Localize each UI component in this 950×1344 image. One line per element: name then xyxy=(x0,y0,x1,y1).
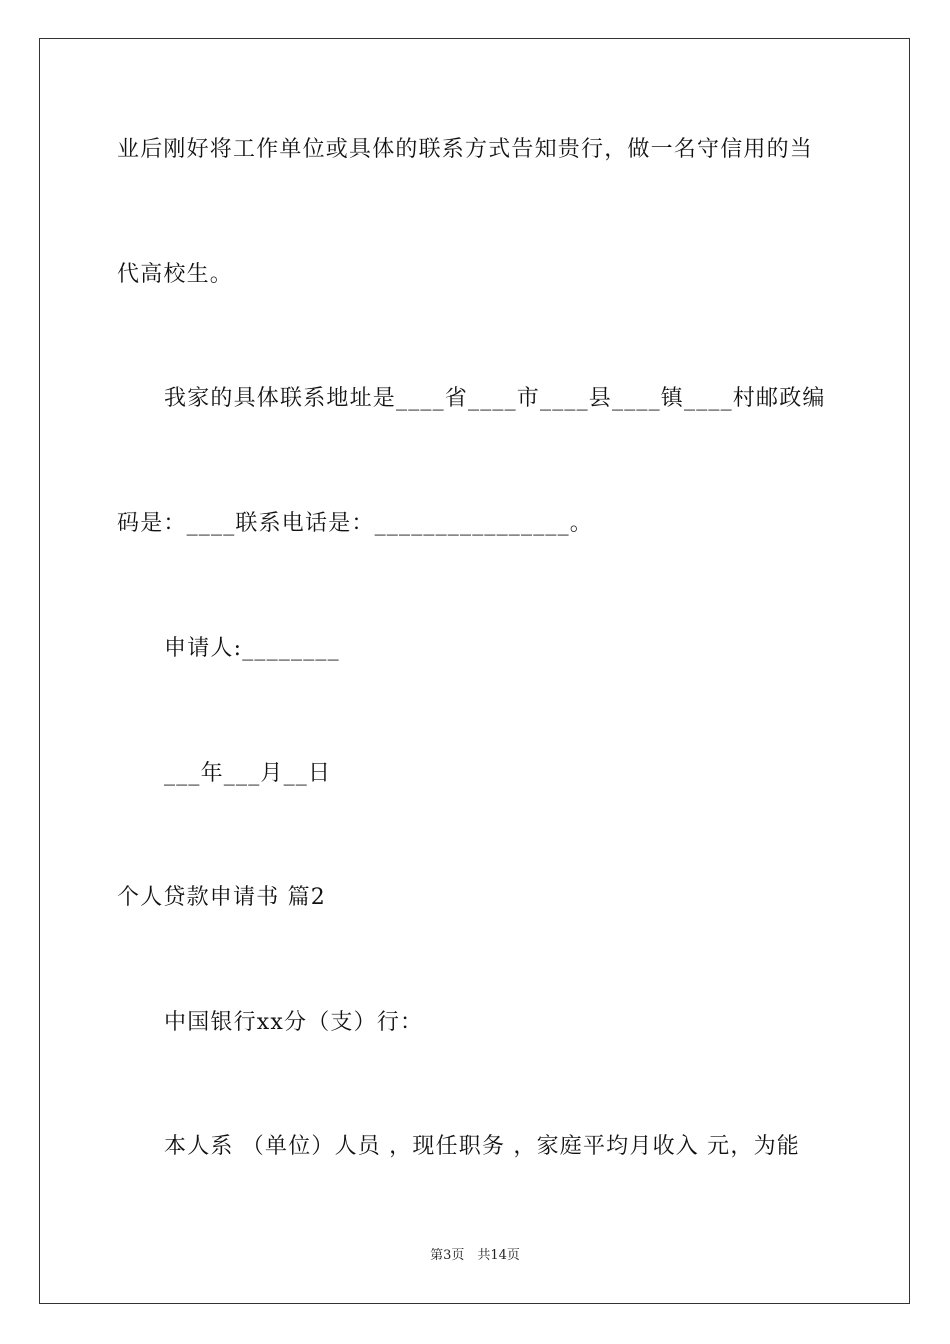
page-number-footer: 第3页 共14页 xyxy=(430,1248,520,1263)
body-text-line: 本人系 （单位）人员 ，现任职务 ，家庭平均月收入 元，为能 xyxy=(164,1134,800,1159)
text-line-2: 代高校生。 xyxy=(117,262,234,287)
address-line: 我家的具体联系地址是____省____市____县____镇____村邮政编 xyxy=(164,386,826,411)
postcode-phone-line: 码是：____联系电话是：________________。 xyxy=(117,511,594,536)
salutation-line: 中国银行xx分（支）行： xyxy=(164,1010,424,1035)
applicant-signature-line: 申请人:________ xyxy=(164,636,340,661)
text-line-1: 业后刚好将工作单位或具体的联系方式告知贵行，做一名守信用的当 xyxy=(117,137,814,162)
section-heading: 个人贷款申请书 篇2 xyxy=(117,885,326,910)
date-line: ___年___月__日 xyxy=(164,761,332,786)
page-frame xyxy=(39,38,910,1304)
